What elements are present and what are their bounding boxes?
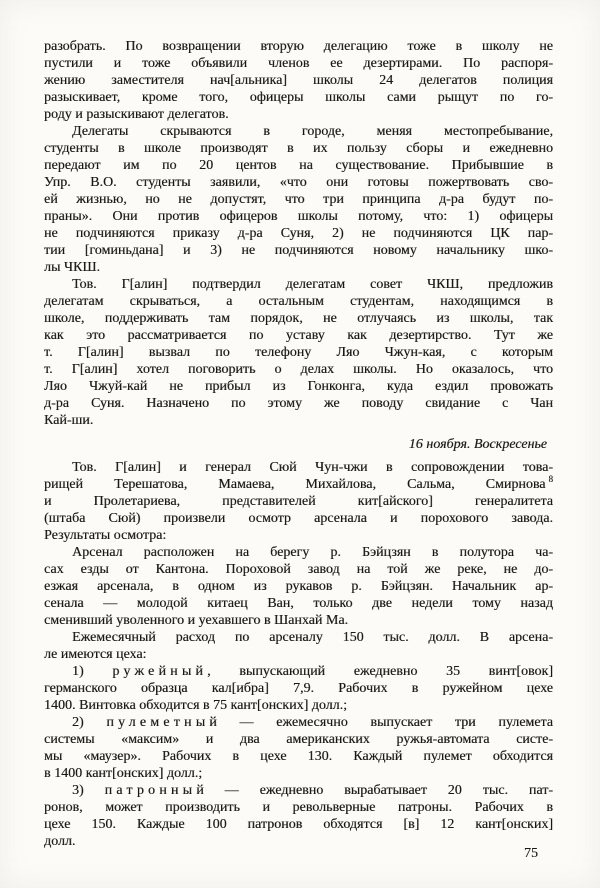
text-line: ронов, может производить и револьверные патроны. Рабочих в (44, 800, 553, 815)
text-line: студенты в школе производят в их пользу сборы и ежедневно (44, 141, 553, 156)
text-line: разобрать. По возвращении вторую делегацию тоже в школу не (44, 39, 553, 54)
text-line: Арсенал расположен на берегу р. Бэйцзян в полутора ча- (72, 545, 553, 560)
text-line: ей жизнью, но не допустят, что три принципа д-ра будут по- (44, 192, 553, 207)
text-line: передают им по 20 центов на существование. Прибывшие в (44, 158, 553, 173)
emphasized-spaced-text: патронный (104, 783, 208, 798)
paragraph (44, 459, 553, 544)
emphasized-spaced-text: пулеметный (106, 715, 222, 730)
text-line: в 1400 кант[онских] долл.; (44, 766, 203, 781)
text-line: езжая арсенала, в одном из рукавов р. Бэйцзян. Начальник ар- (44, 579, 553, 594)
text-line: Упр. В.О. студенты заявили, «что они готовы пожертвовать сво- (44, 175, 553, 190)
text-line: Делегаты скрываются в городе, меняя местопребывание, (72, 124, 553, 139)
text-line: 1400. Винтовка обходится в 75 кант[онских] долл.; (44, 698, 348, 713)
paragraph (44, 276, 553, 429)
emphasized-spaced-text: ружейный, (112, 664, 215, 679)
text-line: 2) пулеметный — ежемесячно выпускает три пулемета (72, 715, 553, 730)
text-line: д-ра Суня. Назначено по этому же поводу свидание с Чан (44, 396, 553, 411)
text-line: как это рассматривается по уставу как дезертирство. Тут же (44, 328, 553, 343)
text-line: долл. (44, 834, 76, 849)
page-number: 75 (524, 846, 538, 861)
text-line: не подчиняются приказу д-ра Суня, 2) не подчиняются ЦК пар- (44, 226, 553, 241)
text-line: Тов. Г[алин] подтвердил делегатам совет ЧКШ, предложив (72, 277, 553, 292)
date-heading: 16 ноября. Воскресенье (408, 437, 547, 452)
text-line: тии [гоминьдана] и 3) не подчиняются новому начальнику шко- (44, 243, 553, 258)
text-line: разыскивает, кроме того, офицеры школы сами рыщут по го- (44, 90, 553, 105)
paragraph (44, 123, 553, 276)
text-line: праны». Они против офицеров школы потому, что: 1) офицеры (44, 209, 553, 224)
text-line: системы «максим» и два американских ружья-автомата систе- (44, 732, 553, 747)
text-line: 3) патронный — ежедневно вырабатывает 20 тыс. пат- (72, 783, 553, 798)
footnote-marker: 8 (548, 474, 553, 485)
text-line: (штаба Сюй) произвели осмотр арсенала и порохового завода. (44, 511, 553, 526)
text-line: школе, поддерживать там порядок, не отлучаясь из школы, так (44, 311, 553, 326)
paragraph (44, 782, 553, 850)
text-line: Ежемесячный расход по арсеналу 150 тыс. долл. В арсена- (72, 630, 553, 645)
text-line: ле имеются цеха: (44, 647, 147, 662)
text-line: цехе 150. Каждые 100 патронов обходятся [в] 12 кант[онских] (44, 817, 553, 832)
text-line: т. Г[алин] хотел поговорить о делах школы. Но оказалось, что (44, 362, 553, 377)
text-line: Результаты осмотра: (44, 528, 167, 543)
paragraph (44, 714, 553, 782)
text-line: Тов. Г[алин] и генерал Сюй Чун-чжи в сопровождении това- (72, 460, 553, 475)
text-line: сменивший уволенного и уехавшего в Шанхай Ма. (44, 613, 349, 628)
text-line: германского образца кал[ибра] 7,9. Рабочих в ружейном цехе (44, 681, 553, 696)
paragraph (44, 38, 553, 123)
text-line: жению заместителя нач[альника] школы 24 делегатов полиция (44, 73, 553, 88)
paragraph (44, 629, 553, 663)
text-column (44, 38, 553, 850)
text-line: лы ЧКШ. (44, 260, 100, 275)
text-line: роду и разыскивают делегатов. (44, 107, 229, 122)
text-line: 1) ружейный, выпускающий ежедневно 35 винт[овок] (72, 664, 553, 679)
text-line: делегатам скрываться, а остальным студентам, находящимся в (44, 294, 553, 309)
text-line: мы «маузер». Рабочих в цехе 130. Каждый пулемет обходится (44, 749, 553, 764)
text-line: пустили и тоже объявили членов ее дезертирами. По распоря- (44, 56, 553, 71)
text-line: Ляо Чжуй-кай не прибыл из Гонконга, куда ездил провожать (44, 379, 553, 394)
paragraph (44, 544, 553, 629)
text-line: сах езды от Кантона. Пороховой завод на той же реке, не до- (44, 562, 553, 577)
text-line: т. Г[алин] вызвал по телефону Ляо Чжун-кая, с которым (44, 345, 553, 360)
text-line: сенала — молодой китаец Ван, только две недели тому назад (44, 596, 553, 611)
paragraph (44, 663, 553, 714)
text-line: и Пролетариева, представителей кит[айского] генералитета (44, 494, 553, 509)
text-line: рищей Терешатова, Мамаева, Михайлова, Сальма, Смирнова $^8$ (44, 474, 553, 492)
text-line: Кай-ши. (44, 413, 94, 428)
